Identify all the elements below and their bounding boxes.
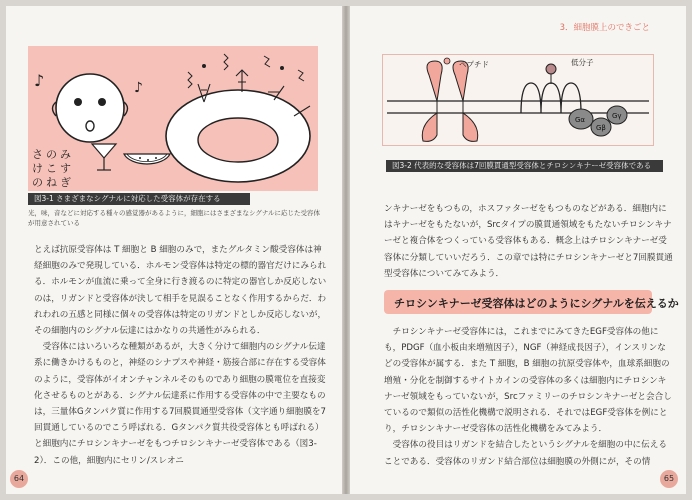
signal-icons	[188, 54, 304, 88]
face-letter: さ	[32, 148, 43, 161]
right-page	[350, 6, 686, 494]
left-body-text	[34, 242, 330, 469]
peptide-label: ペプチド	[459, 60, 489, 69]
figure-3-1-illustration	[28, 46, 318, 191]
figure-3-2	[382, 54, 654, 146]
right-body-text-bottom	[384, 324, 674, 470]
face-letter: す	[60, 162, 71, 175]
face-letter: み	[60, 148, 71, 161]
face-letters	[32, 148, 71, 189]
music-note-icon: ♪	[134, 80, 143, 96]
g-gamma-label: Gγ	[612, 112, 622, 120]
book-gutter	[342, 6, 350, 494]
page-number: 64	[10, 470, 28, 488]
face-letter: け	[32, 162, 43, 175]
music-note-icon: ♪	[34, 71, 45, 90]
left-page	[6, 6, 342, 494]
g-protein-icons	[569, 106, 627, 136]
g-alpha-label: Gα	[575, 116, 586, 124]
paragraph: チロシンキナーゼ受容体には，これまでにみてきたEGF受容体の他にも，PDGF（血小板由来増殖因子），NGF（神経成長因子），インスリンなどの受容体が属する．また T 細胞，B 細胞の抗原受容体や，血球系細胞の増殖・分化を制御するサイトカインの受容体の多くは細胞内にチロシンキナーゼ領域をもっていないが，Srcファミリーのチロシンキナーゼと会合しているので類似の活性化機構で説明される．それではEGF受容体を例にとり，チロシンキナーゼ受容体の活性化機構をみてみよう．	[384, 327, 672, 435]
figure-3-1-caption: 図3-1 さまざまなシグナルに対応した受容体が存在する	[28, 193, 250, 205]
face-letter: の	[32, 176, 43, 189]
face-letter: こ	[46, 162, 57, 175]
section-heading-bar	[384, 290, 679, 314]
face-letter: ね	[46, 176, 57, 189]
page-number: 65	[660, 470, 678, 488]
figure-3-1-note: 光，味，音などに対応する種々の感覚器があるように，細胞にはさまざまなシグナルに応じた受容体が用意されている	[28, 209, 321, 227]
figure-3-1	[28, 46, 318, 191]
face-letter: ぎ	[60, 176, 71, 189]
right-body-text-top: ンキナーゼをもつもの，ホスファターゼをもつものなどがある．細胞内にはキナーゼをもたないが，Srcタイプの膜貫通領域をもたないチロシンキナーゼと複合体をつくっている受容体もある．概念上はチロシンキナーゼ受容体に分類していいだろう．この章では特にチロシンキナーゼと7回膜貫通型受容体についてみてみよう．	[384, 204, 673, 279]
paragraph: 受容体の役目はリガンドを結合したというシグナルを細胞の中に伝えることである．受容体のリガンド結合部位は細胞膜の外側にが，その情	[384, 440, 667, 467]
small-molecule-label: 低分子	[571, 58, 594, 67]
paragraph: とえば抗原受容体は T 細胞と B 細胞のみで，またグルタミン酸受容体は神経細胞のみで発現している．ホルモン受容体は特定の標的器官だけにみられる．ホルモンが血流に乗って全身に行き渡るのに特定の器官しか反応しないのは，リガンドと受容体が決して相手を見誤ることなく作用するからだ．われわれの五感と同様に個々の受容体は特定のリガンドとしか反応しないが，その細胞内のシグナル伝達にはかなりの共通性がみられる．	[34, 245, 327, 337]
face-icon	[56, 74, 124, 142]
face-letter: の	[46, 148, 57, 161]
figure-3-2-caption: 図3-2 代表的な受容体は7回膜貫通型受容体とチロシンキナーゼ受容体である	[386, 160, 663, 172]
section-heading: チロシンキナーゼ受容体はどのようにシグナルを伝えるか	[394, 297, 679, 310]
seven-tm-receptor-icon	[521, 64, 581, 113]
figure-3-2-illustration	[383, 55, 653, 145]
glass-icon	[92, 144, 116, 158]
tyrosine-kinase-receptor-icon	[422, 58, 477, 141]
chapter-header: 3．細胞膜上のできごと	[559, 23, 650, 33]
g-beta-label: Gβ	[596, 124, 606, 132]
paragraph: 受容体にはいろいろな種類があるが，大きく分けて細胞内のシグナル伝達系に働きかけるものと，神経のシナプスや神経・筋接合部に存在する受容体のように，受容体がイオンチャンネルそのものであり細胞の膜電位を直接変化させるものとがある．シグナル伝達系に作用する受容体の中で主要なものは，三量体Gタンパク質に作用する7回膜貫通型受容体（文字通り細胞膜を7回貫通しているのでこう呼ばれる．Gタンパク質共役受容体とも呼ばれる）と細胞内にチロシンキナーゼをもつチロシンキナーゼ受容体である（図3-2）．この他，細胞内にセリン/スレオニ	[34, 342, 326, 466]
watermelon-icon	[124, 154, 170, 164]
